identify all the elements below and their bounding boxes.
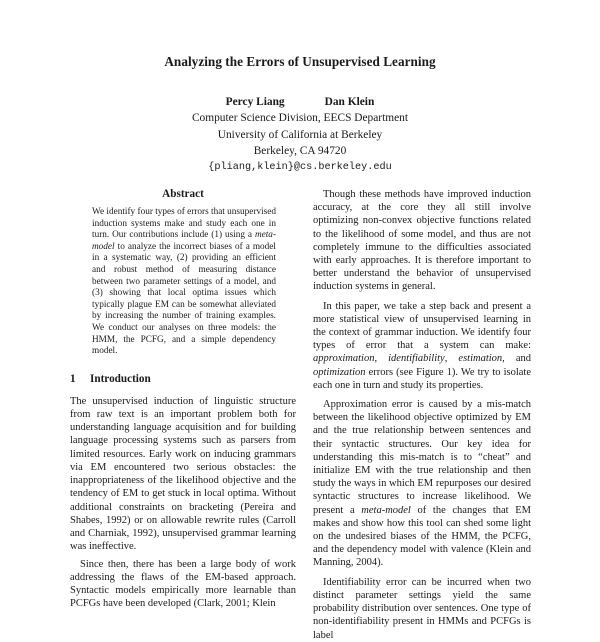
section-number: 1 [70, 372, 76, 385]
error-type-separator-3: , and [502, 353, 531, 365]
section-heading-introduction [70, 373, 296, 385]
author-name-1: Percy Liang [225, 96, 285, 108]
error-type-separator-2: , [444, 353, 459, 365]
error-type-estimation: estimation [458, 353, 503, 365]
right-paragraph-3-emphasis-meta-model: meta-model [361, 504, 411, 516]
author-affiliation-university: University of California at Berkeley [217, 128, 383, 141]
error-type-separator-1: , [374, 353, 389, 365]
paper-title: Analyzing the Errors of Unsupervised Learning [164, 54, 436, 69]
right-paragraph-2-part-1: In this paper, we take a step back and present a more statistical view of unsupervised learning in the context of grammar induction. We identify four types of error that a system can make: [313, 300, 531, 352]
right-paragraph-4: Identifiability error can be incurred when two distinct parameter settings yield the same probability distribution over sentences. One type of non-identifiability present in HMMs and PCFGs is label [313, 576, 531, 641]
section-title: Introduction [90, 372, 151, 385]
abstract-emphasis-meta-model: meta-model [92, 230, 276, 252]
right-paragraph-2-part-2: errors (see Figure 1). We try to isolate each one in turn and study its properties. [313, 366, 531, 391]
right-paragraph-2 [313, 300, 531, 392]
right-paragraph-3 [313, 398, 531, 570]
author-block [0, 94, 600, 176]
abstract-text-part-2: to analyze the incorrect biases of a model in a systematic way, (2) providing an efficient and robust method of measuring distance between two parameter settings of a model, and (3) showing that local optima issues which typically plague EM can be somewhat alleviated by increasing the number of training examples. We conduct our analyses on three models: the HMM, the PCFG, and a simple dependency model. [92, 241, 276, 357]
error-type-approximation: approximation [313, 353, 375, 365]
abstract-text [92, 207, 276, 358]
right-paragraph-3-part-2: of the changes that EM makes and show how this tool can shed some light on the undesired biases of the HMM, the PCFG, and the dependency model with valence (Klein and Manning, 2004). [313, 504, 531, 569]
error-type-identifiability: identifiability [388, 353, 445, 365]
author-affiliation-department: Computer Science Division, EECS Department [191, 112, 409, 125]
error-type-optimization: optimization [313, 366, 366, 378]
abstract-heading: Abstract [162, 188, 204, 200]
right-paragraph-1: Though these methods have improved induction accuracy, at the core they all still involve optimizing non-convex objective functions related to the likelihood of some model, and thus are not completely immune to the difficulties associated with early approaches. It is therefore important to better understand the behavior of unsupervised induction systems in general. [313, 189, 531, 293]
left-column [70, 188, 296, 611]
abstract-text-part-1: We identify four types of errors that unsupervised induction systems make and study each one in turn. Our contributions include (1) using a [92, 207, 276, 241]
author-email: {pliang,klein}@cs.berkeley.edu [208, 161, 392, 173]
author-names [0, 94, 600, 110]
author-name-2: Dan Klein [324, 96, 375, 108]
intro-paragraph-2: Since then, there has been a large body of work addressing the flaws of the EM-based approach. Syntactic models empirically more learnable than PCFGs have been developed (Clark, 2001; Klein [70, 558, 296, 610]
author-address: Berkeley, CA 94720 [253, 145, 347, 158]
right-column [313, 188, 531, 642]
right-paragraph-3-part-1: Approximation error is caused by a mis-match between the likelihood objective optimized by EM and the true relationship between sentences and their syntactic structures. Our key idea for understanding this mis-match is to “cheat” and initialize EM with the true relationship and then study the ways in which EM repurposes our desired syntactic structures to increase likelihood. We present a [313, 399, 531, 516]
intro-paragraph-1: The unsupervised induction of linguistic structure from raw text is an important problem both for understanding language acquisition and for building language processing systems such as parsers from limited resources. Early work on inducing grammars via EM encountered two serious obstacles: the inappropriateness of the likelihood objective and the tendency of EM to get stuck in local optima. Without additional constraints on bracketing (Pereira and Shabes, 1992) or on allowable rewrite rules (Carroll and Charniak, 1992), unsupervised grammar learning was ineffective. [70, 395, 296, 553]
